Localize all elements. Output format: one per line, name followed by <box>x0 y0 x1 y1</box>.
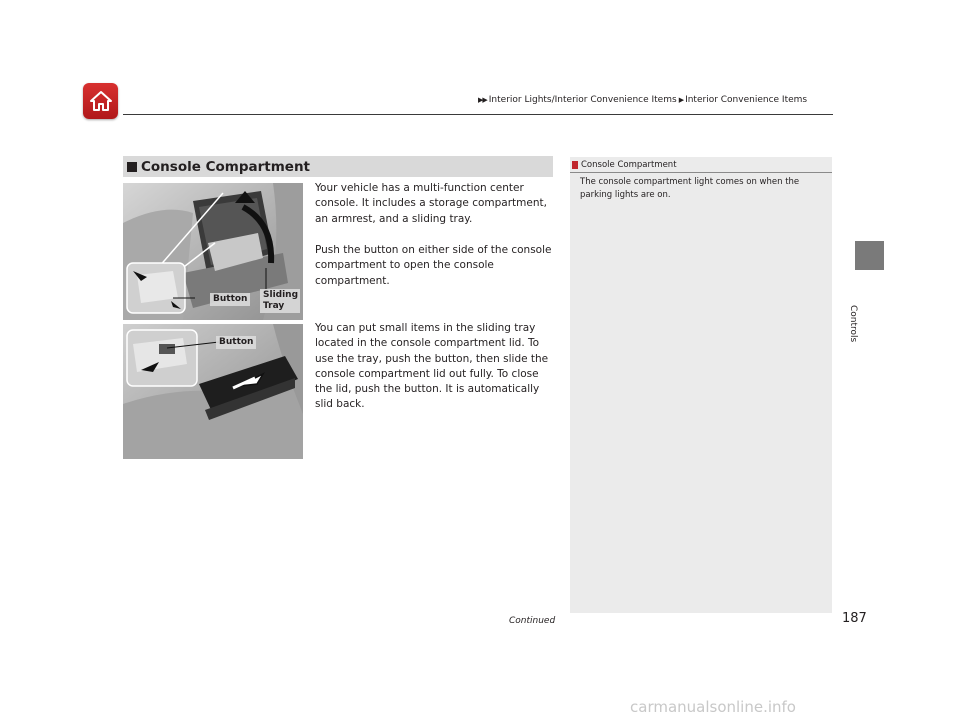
header-divider <box>123 114 833 115</box>
breadcrumb-item-parent[interactable]: Interior Lights/Interior Convenience Items <box>488 95 677 105</box>
section-header <box>123 156 553 177</box>
continued-label: Continued <box>509 616 556 626</box>
note-marker-icon <box>572 161 578 169</box>
note-heading-text: Console Compartment <box>581 160 677 170</box>
arrow-icon: ▶ <box>678 96 684 104</box>
callout-button-top: Button <box>210 293 250 306</box>
home-button[interactable] <box>83 83 118 119</box>
double-arrow-icon: ▶▶ <box>478 96 487 104</box>
paragraph-open: Push the button on either side of the console compartment to open the console compartment. <box>315 244 552 287</box>
breadcrumb <box>478 95 807 105</box>
paragraph-tray: You can put small items in the sliding tray located in the console compartment lid. To use the tray, push the button, then slide the console compartment lid out fully. To close the lid, push the button. It is automatically slid back. <box>315 322 549 411</box>
paragraph-intro: Your vehicle has a multi-function center console. It includes a storage compartment, an armrest, and a sliding tray. <box>315 182 547 225</box>
page-number: 187 <box>842 611 867 626</box>
section-square-icon <box>127 162 137 172</box>
chapter-label[interactable]: Controls <box>848 305 858 343</box>
callout-button-bottom: Button <box>216 336 256 349</box>
chapter-tab-marker[interactable] <box>855 241 884 270</box>
note-panel <box>570 157 832 613</box>
note-text: The console compartment light comes on when the parking lights are on. <box>580 177 800 200</box>
home-icon <box>89 90 113 112</box>
note-heading <box>570 158 832 173</box>
sliding-tray-illustration <box>123 324 303 459</box>
section-title: Console Compartment <box>141 158 311 175</box>
callout-sliding-tray: Sliding Tray <box>260 289 300 313</box>
figure-sliding-tray <box>123 324 303 459</box>
breadcrumb-item-current[interactable]: Interior Convenience Items <box>685 95 808 105</box>
watermark: carmanualsonline.info <box>630 698 796 716</box>
